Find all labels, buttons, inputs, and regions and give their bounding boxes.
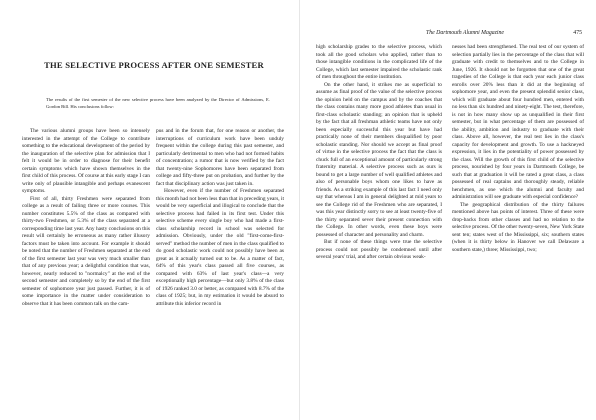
right-column-2 <box>452 44 584 254</box>
page-number: 475 <box>573 30 582 36</box>
paragraph: On the other hand, it strikes me as superficial to assume as final proof of the value of the selective process the opinion held on the campus and by the coaches that the class contains many more good athletes than usual in first-class scholastic standing; an opinion that is upheld by the fact that all freshman athletic teams have not only been especially successful this year but have had practically none of their members disqualified by poor scholastic standing. Nor should we accept as final proof of virtue in the selective process the fact that the class is chuck full of an exceptional amount of particularly strong fraternity material. A selective process such as ours is bound to get a large number of well qualified athletes and also of personable boys whom one likes to have as friends. As a striking example of this last fact I need only say that whereas I am in general delighted at mid years to see the College rid of the Freshmen who are separated, I was this year distinctly sorry to see at least twenty-five of the thirty separated sever their present connection with the College. In other words, even these boys were possessed of character and personality and charm. <box>316 81 442 238</box>
paragraph: high scholarship grades to the selective process, which took all the good scholars who applied, rather than to those intangible conditions in the complicated life of the College, which last semester impaired the scholastic rank of men throughout the entire institution. <box>316 44 442 80</box>
paragraph: First of all, thirty Freshmen were separated from college as a result of failing three or more courses. This number constitutes 5.5% of the class as compared with thirty-two Freshmen, or 5.3% of the class separated at a corresponding time last year. Any hasty conclusions on this result will certainly be erroneous as many rather illusory factors must be taken into account. For example it should be noted that the number of Freshmen separated at the end of the first semester last year was very much smaller than that of any previous year; a delightful condition that was, however, nearly reduced to "normalcy" at the end of the second semester and completely so by the end of the first semester of sophomore year just passed. Further, it is of some importance in the matter under consideration to observe that it has been common talk on the cam- <box>22 195 151 307</box>
paragraph: pus and in the forum that, for one reason or another, the interruptions of curriculum work have been unduly frequent within the college during this past semester, and particularly detrimental to men who had not formed habits of concentration; a rumor that is now verified by the fact that twenty-nine Sophomores have been separated from college and fifty-three put on probation, and further by the fact that disciplinary action was just taken in. <box>156 128 284 187</box>
article-title: THE SELECTIVE PROCESS AFTER ONE SEMESTER <box>44 60 264 70</box>
magazine-title: The Dartmouth Alumni Magazine <box>426 30 504 36</box>
paragraph: The geographical distribution of the thirty failures mentioned above has points of interest. Three of these were drop-backs from other classes and had no relation to the selective process. Of the other twenty-seven, New York State sent ten; states west of the Mississippi, six; southern states (when it is thirty below in Hanover we call Delaware a southern state,) three; Mississippi, two; <box>452 201 584 253</box>
left-column-1 <box>22 128 150 308</box>
right-column-1 <box>316 44 442 262</box>
right-page <box>300 0 596 420</box>
paragraph: But if none of these things were true the selective process could not possibly be condemned until after several years' trial, and after certain obvious weak- <box>316 239 442 260</box>
left-column-2 <box>156 128 284 308</box>
paragraph: nesses had been strengthened. The real test of our system of selection partially lies in the percentage of the class that will graduate with credit to themselves and to the College in June, 1926. It should not be forgotten that one of the great tragedies of the College is that each year each junior class enrolls over 20% less than it did at the beginning of sophomore year, and even the present splendid senior class, which will graduate about four hundred men, entered with no less than six hundred and ninety-eight. The test, therefore, is not in how many show up as unqualified in their first semester, but in what percentage of them are possessed of the ability, ambition and industry to graduate with their class. Above all, however, the real test lies in the class's capacity for development and growth. To use a hackneyed expression, it lies in the potentiality of power possessed by the class. Will the growth of this first child of the selective process, nourished by four years in Dartmouth College, be such that at graduation it will be rated a great class, a class possessed of real captains and thoroughly steady, reliable henchmen, as one which the alumni and faculty and administration will see graduate with especial confidence? <box>452 44 584 200</box>
paragraph: However, even if the number of Freshmen separated this month had not been less than that in preceding years, it would be very superficial and illogical to conclude that the selective process had failed in its first test. Under this selective scheme every single boy who had made a first-class scholarship record in school was selected for admission. Obviously, under the old "first-come-first-served" method the number of men in the class qualified to do good scholastic work could not possibly have been as great as it actually turned out to be. As a matter of fact, 64% of this year's class passed all five courses, as compared with 63% of last year's class—a very exceptionally high percentage—but only 3.8% of the class of 1926 ranked 3.0 or better, as compared with 8.7% of the class of 1925; but, in my estimation it would be absurd to attribute this inferior record in <box>156 188 284 307</box>
article-intro: The results of the first semester of the new selective process have been analyzed by the Director of Admissions, E. Gordon Bill. His conclusions follow: <box>46 97 270 109</box>
paragraph: The various alumni groups have been so intensely interested in the attempt of the College to contribute something to the educational development of the period by the inauguration of the selective plan for admission that I felt it would be in order to diagnose for their benefit certain symptoms which have shown themselves in the first child of this process. Of course at this early stage I can write only of plausible intangible and perhaps evanescent symptoms. <box>22 128 150 194</box>
